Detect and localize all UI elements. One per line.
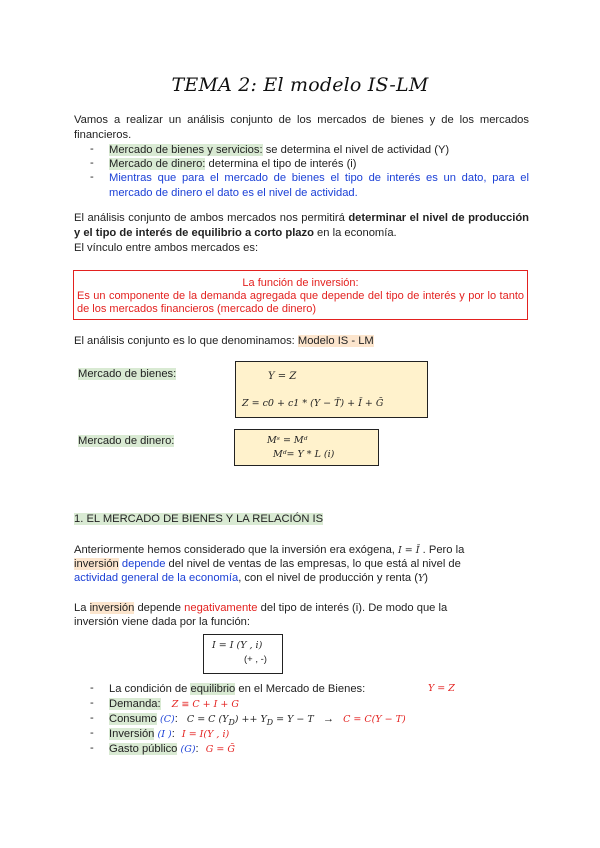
depends-blue: depende [118, 558, 166, 570]
investment-paragraph-line1: Anteriormente hemos considerado que la inversión era exógena, I = Ī . Pero la [74, 544, 465, 556]
money-market-highlight: Mercado de dinero: [109, 158, 206, 170]
bullet-dash: - [90, 712, 94, 724]
islm-sentence [74, 334, 529, 349]
investment-equation: I = I(Y , i) [181, 729, 230, 740]
joint-analysis-end: en la economía. [313, 227, 397, 239]
bullet-data-note: Mientras que para el mercado de bienes el tipo de interés es un dato, para el mercado de dinero el dato es el nivel de actividad. [109, 172, 529, 199]
bullet-goods-market [109, 143, 529, 158]
consumption-item: Consumo (C): C = C $(Y_D) ++ Y_D = Y - T \to C = C(Y - T)$ [109, 713, 406, 727]
bullet-dash: - [90, 171, 94, 183]
joint-analysis-paragraph [74, 211, 529, 241]
bullet-dash: - [90, 727, 94, 739]
investment-paragraph-line3: actividad general de la economía, con el nivel de producción y renta (Y) [74, 572, 428, 584]
investment-function-signs: (+ , -) [244, 654, 267, 665]
investment-item: Inversión (I ): I = I(Y , i) [109, 728, 230, 740]
negative-dependence-line1: La inversión depende negativamente del tipo de interés (i). De modo que la [74, 602, 448, 614]
negatively-red: negativamente [184, 602, 258, 614]
bullet-dash: - [90, 697, 94, 709]
public-spending-item: Gasto público (G): G = Ḡ [109, 743, 235, 755]
investment-function-equation-box [203, 634, 283, 674]
general-activity-blue: actividad general de la economía [74, 572, 239, 584]
investment-function-box [73, 270, 528, 320]
equation-aggregate-demand: Z = c0 + c1 * (Y − T̄) + Ī + Ḡ [242, 398, 384, 409]
intro-bullet-list [0, 143, 600, 203]
link-sentence: El vínculo entre ambos mercados es: [74, 242, 259, 254]
page-title: TEMA 2: El modelo IS-LM [171, 74, 429, 96]
consumption-equation: C = C $(Y_D) ++ Y_D = Y - T$ [186, 714, 314, 727]
investment-highlight-2: inversión [89, 602, 135, 614]
goods-market-highlight: Mercado de bienes y servicios: [109, 144, 263, 156]
investment-paragraph-line2: inversión depende del nivel de ventas de las empresas, lo que está al nivel de [74, 558, 461, 570]
bullet-dash: - [90, 742, 94, 754]
demand-item: Demanda: Z ≡ C + I + G [109, 698, 239, 710]
islm-model-highlight: Modelo IS - LM [297, 335, 374, 347]
bullet-dash: - [90, 157, 94, 169]
islm-text: El análisis conjunto es lo que denominamos: [74, 335, 298, 347]
equation-money-demand: Mᵈ= Y * L (i) [273, 449, 335, 460]
money-market-equations-box [234, 429, 379, 466]
goods-market-label: Mercado de bienes: [78, 368, 177, 380]
goods-market-equations-box [235, 361, 428, 418]
money-market-label: Mercado de dinero: [78, 435, 175, 447]
equilibrium-equation: Y = Z [428, 683, 455, 694]
equilibrium-condition-item: La condición de equilibrio en el Mercado de Bienes: [109, 683, 366, 695]
public-spending-equation: G = Ḡ [205, 744, 235, 755]
section-1-heading: 1. EL MERCADO DE BIENES Y LA RELACIÓN IS [74, 513, 324, 525]
intro-paragraph: Vamos a realizar un análisis conjunto de los mercados de bienes y de los mercados financieros. [74, 114, 529, 141]
investment-function-equation: I = I (Y , i) [212, 640, 263, 651]
joint-analysis-bold: determinar el nivel de producción y el tipo de interés de equilibrio a corto plazo [74, 212, 529, 239]
investment-exogenous-math: I = Ī [398, 545, 420, 556]
arrow-right-icon: → [322, 713, 334, 725]
equilibrium-list [0, 682, 600, 762]
equation-money-supply-demand: Mˢ = Mᵈ [267, 435, 308, 446]
money-market-text: determina el tipo de interés (i) [205, 158, 357, 170]
consumption-equation-red: C = C(Y − T) [343, 714, 406, 725]
investment-highlight: inversión [74, 558, 119, 570]
investment-box-title: La función de inversión: [242, 277, 359, 289]
negative-dependence-line2: inversión viene dada por la función: [74, 616, 251, 628]
demand-equation: Z ≡ C + I + G [171, 699, 239, 710]
investment-box-definition: Es un componente de la demanda agregada que depende del tipo de interés y por lo tanto de los mercados financieros (mercado de dinero) [77, 290, 524, 315]
bullet-dash: - [90, 682, 94, 694]
joint-analysis-text: El análisis conjunto de ambos mercados nos permitirá [74, 212, 349, 224]
bullet-dash: - [90, 143, 94, 155]
goods-market-text: se determina el nivel de actividad (Y) [262, 144, 450, 156]
equation-y-equals-z: Y = Z [268, 371, 297, 382]
bullet-money-market [109, 157, 529, 172]
